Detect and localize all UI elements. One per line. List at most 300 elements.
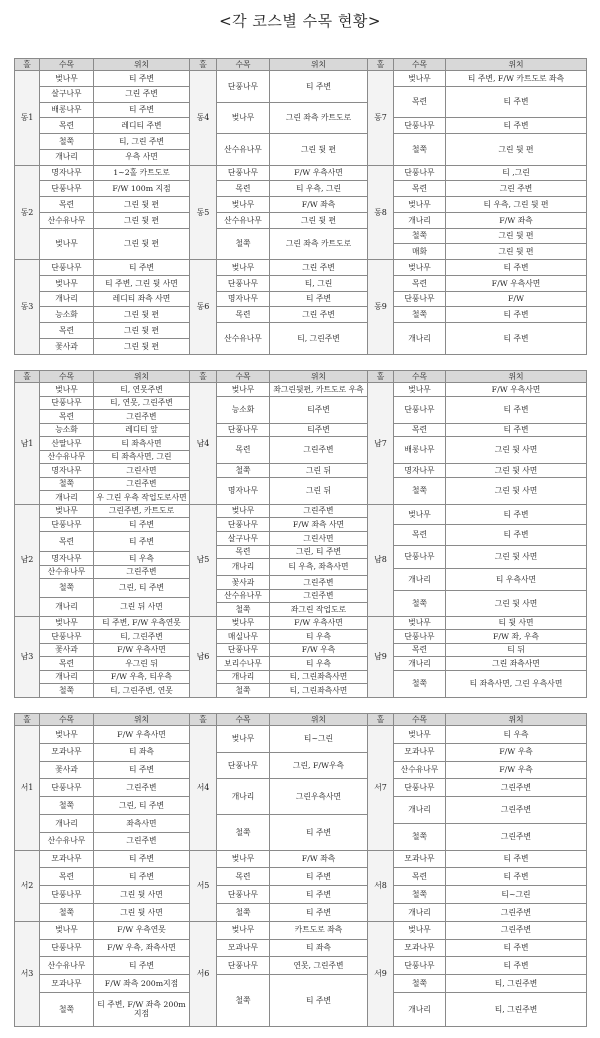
tree-name-cell: 철쭉 <box>40 477 94 491</box>
tree-location-cell: 그린 좌측 카트도로 <box>270 228 368 260</box>
tree-name-cell: 단풍나무 <box>394 396 446 423</box>
tree-location-cell: 티 ,그린 <box>446 165 587 181</box>
tree-name-cell: 단풍나무 <box>40 396 94 410</box>
tree-location-cell: 티 주변 <box>94 71 190 87</box>
tree-location-cell: 티 주변 <box>446 396 587 423</box>
tree-name-cell: 벚나무 <box>394 726 446 744</box>
tree-name-cell: 벚나무 <box>217 197 270 213</box>
tree-name-cell: 단풍나무 <box>40 630 94 644</box>
tree-location-cell: 그린, 티 주변 <box>94 797 190 815</box>
tree-location-cell: 티 우측 <box>446 726 587 744</box>
col-header-location: 위치 <box>270 371 368 383</box>
tree-name-cell: 벚나무 <box>40 616 94 630</box>
tree-name-cell: 명자나무 <box>40 552 94 566</box>
hole-label: 동5 <box>190 165 217 260</box>
tree-location-cell: 티, 그린주변 <box>446 975 587 993</box>
tree-location-cell: 티 주변 <box>94 761 190 779</box>
tree-name-cell: 개나리 <box>40 597 94 616</box>
tree-name-cell: 꽃사과 <box>40 643 94 657</box>
tree-location-cell: 그린 뒷 편 <box>94 197 190 213</box>
tree-name-cell: 꽃사과 <box>217 575 270 589</box>
table-row <box>15 886 587 904</box>
tree-name-cell: 산수유나무 <box>40 212 94 228</box>
south-course-table <box>14 370 587 698</box>
tree-name-cell: 명자나무 <box>394 464 446 478</box>
tree-name-cell: 벚나무 <box>394 383 446 397</box>
col-header-tree: 수목 <box>394 714 446 726</box>
tree-name-cell: 모과나무 <box>394 939 446 957</box>
tree-name-cell: 철쭉 <box>217 603 270 617</box>
tree-name-cell: 능소화 <box>217 396 270 423</box>
tree-name-cell: 철쭉 <box>394 477 446 504</box>
tree-name-cell: 단풍나무 <box>40 886 94 904</box>
tree-name-cell: 철쭉 <box>217 684 270 698</box>
hole-label: 남7 <box>368 383 394 505</box>
tree-location-cell: 그린 뒷 사면 <box>446 477 587 504</box>
tree-location-cell: 티, 그린주변 <box>446 992 587 1026</box>
col-header-location: 위치 <box>94 714 190 726</box>
tree-name-cell: 개나리 <box>217 559 270 576</box>
tree-name-cell: 개나리 <box>394 903 446 921</box>
tree-name-cell: 모과나무 <box>40 850 94 868</box>
col-header-location: 위치 <box>270 714 368 726</box>
tree-location-cell: 그린 좌측사면 <box>446 657 587 671</box>
tree-name-cell: 명자나무 <box>40 464 94 478</box>
hole-label: 남3 <box>15 616 40 697</box>
tree-location-cell: 그린우측사면 <box>270 779 368 815</box>
tree-name-cell: 개나리 <box>394 323 446 355</box>
tree-name-cell: 매실나무 <box>217 630 270 644</box>
tree-name-cell: 단풍나무 <box>394 291 446 307</box>
tree-name-cell: 단풍나무 <box>40 518 94 532</box>
tree-name-cell: 개나리 <box>40 291 94 307</box>
tree-name-cell: 산수유나무 <box>40 565 94 579</box>
tree-location-cell: 그린 뒤 사면 <box>94 597 190 616</box>
tree-name-cell: 벚나무 <box>217 383 270 397</box>
tree-name-cell: 철쭉 <box>394 670 446 697</box>
tree-name-cell: 개나리 <box>40 491 94 505</box>
west-course-table <box>14 713 587 1027</box>
tree-name-cell: 목련 <box>40 868 94 886</box>
hole-label: 서9 <box>368 921 394 1026</box>
tree-location-cell: 그린 뒷 편 <box>446 228 587 244</box>
col-header-tree: 수목 <box>40 371 94 383</box>
tree-name-cell: 철쭉 <box>394 591 446 616</box>
tree-location-cell: 티 주변, 그린 뒷 사면 <box>94 275 190 291</box>
tree-name-cell: 산수유나무 <box>217 212 270 228</box>
tree-location-cell: 그린주변 <box>270 504 368 518</box>
tree-name-cell: 단풍나무 <box>394 165 446 181</box>
tree-location-cell: 티 주변 <box>446 423 587 437</box>
col-header-hole: 홀 <box>15 371 40 383</box>
tree-location-cell: 티 주변 <box>270 868 368 886</box>
hole-label: 서1 <box>15 726 40 851</box>
hole-label: 동2 <box>15 165 40 260</box>
tree-location-cell: 티 우측, 좌측사면 <box>270 559 368 576</box>
tree-location-cell: F/W 좌측 <box>270 197 368 213</box>
tree-location-cell: F/W 우측사면 <box>446 383 587 397</box>
tree-location-cell: 그린주변 <box>94 832 190 850</box>
page-title: <각 코스별 수목 현황> <box>219 12 381 30</box>
tree-name-cell: 철쭉 <box>40 992 94 1026</box>
tree-name-cell: 개나리 <box>394 212 446 228</box>
col-header-hole: 홀 <box>368 714 394 726</box>
tree-location-cell: 티 좌측사면, 그린 <box>94 450 190 464</box>
tree-name-cell: 산수유나무 <box>40 957 94 975</box>
tree-location-cell: 티 주변 <box>446 307 587 323</box>
tree-name-cell: 목련 <box>394 868 446 886</box>
tree-name-cell: 배롱나무 <box>394 437 446 464</box>
table-row <box>15 850 587 868</box>
tree-name-cell: 벚나무 <box>217 726 270 753</box>
tree-location-cell: 티 주변 <box>446 260 587 276</box>
tree-location-cell: 그린주변 <box>94 779 190 797</box>
tree-location-cell: F/W 100m 지점 <box>94 181 190 197</box>
tree-name-cell: 단풍나무 <box>394 957 446 975</box>
tree-location-cell: 좌그린뒷편, 카트도로 우측 <box>270 383 368 397</box>
tree-name-cell: 벚나무 <box>217 616 270 630</box>
tree-name-cell: 산수유나무 <box>217 323 270 355</box>
tree-location-cell: 그린 뒷 편 <box>94 307 190 323</box>
tree-name-cell: 능소화 <box>40 423 94 437</box>
tree-name-cell: 꽃사과 <box>40 339 94 355</box>
tree-location-cell: 티~그린 <box>446 886 587 904</box>
hole-label: 서6 <box>190 921 217 1026</box>
tree-name-cell: 개나리 <box>40 670 94 684</box>
tree-location-cell: 레디티 주변 <box>94 118 190 134</box>
col-header-location: 위치 <box>446 714 587 726</box>
tree-name-cell: 목련 <box>394 525 446 545</box>
tree-name-cell: 목련 <box>394 643 446 657</box>
tree-location-cell: 티 주변 <box>446 868 587 886</box>
tree-location-cell: 그린주변 <box>446 779 587 797</box>
tree-name-cell: 목련 <box>40 532 94 552</box>
tree-location-cell: 그린주변 <box>270 437 368 464</box>
tree-location-cell: F/W 좌측 <box>270 850 368 868</box>
tree-name-cell: 벚나무 <box>217 260 270 276</box>
tree-location-cell: 티 주변 <box>446 323 587 355</box>
tree-name-cell: 단풍나무 <box>217 518 270 532</box>
tree-location-cell: 티, 그린주변 <box>94 630 190 644</box>
hole-label: 남8 <box>368 504 394 616</box>
tree-name-cell: 벚나무 <box>40 726 94 744</box>
tree-name-cell: 산수유나무 <box>40 450 94 464</box>
tree-location-cell: 티 주변 <box>270 71 368 103</box>
tree-location-cell: 그린, 티 주변 <box>270 545 368 559</box>
tree-name-cell: 모과나무 <box>40 743 94 761</box>
tree-name-cell: 개나리 <box>394 797 446 824</box>
tree-name-cell: 철쭉 <box>217 814 270 850</box>
tree-name-cell: 철쭉 <box>217 975 270 1027</box>
tree-name-cell: 목련 <box>217 181 270 197</box>
tree-name-cell: 모과나무 <box>394 743 446 761</box>
tree-location-cell: 그린주변 <box>270 589 368 603</box>
tree-location-cell: 티 주변 <box>94 957 190 975</box>
tree-location-cell: 그린 뒷 편 <box>94 323 190 339</box>
tree-name-cell: 산수유나무 <box>217 589 270 603</box>
tree-location-cell: 그린주변 <box>446 921 587 939</box>
tree-name-cell: 목련 <box>217 437 270 464</box>
tree-name-cell: 철쭉 <box>40 684 94 698</box>
tree-location-cell: F/W 우측 <box>446 761 587 779</box>
tree-name-cell: 목련 <box>40 118 94 134</box>
hole-label: 남4 <box>190 383 217 505</box>
tree-name-cell: 목련 <box>217 868 270 886</box>
tree-location-cell: 티 주변 <box>94 102 190 118</box>
tree-location-cell: 티, 그린 <box>270 275 368 291</box>
tree-location-cell: F/W 좌측 <box>446 212 587 228</box>
col-header-hole: 홀 <box>190 371 217 383</box>
tree-location-cell: 우그린 뒤 <box>94 657 190 671</box>
tree-name-cell: 개나리 <box>217 670 270 684</box>
hole-label: 서4 <box>190 726 217 851</box>
tree-name-cell: 목련 <box>217 545 270 559</box>
col-header-tree: 수목 <box>394 371 446 383</box>
tree-name-cell: 벚나무 <box>394 921 446 939</box>
col-header-hole: 홀 <box>15 714 40 726</box>
col-header-tree: 수목 <box>217 371 270 383</box>
tree-location-cell: 티 우측 <box>270 630 368 644</box>
tree-name-cell: 모과나무 <box>217 939 270 957</box>
tree-location-cell: 그린 뒷 사면 <box>446 464 587 478</box>
hole-label: 동9 <box>368 260 394 355</box>
tree-location-cell: 티 우측, 그린 <box>270 181 368 197</box>
tree-name-cell: 철쭉 <box>40 797 94 815</box>
hole-label: 남6 <box>190 616 217 697</box>
tree-location-cell: 그린사면 <box>270 532 368 546</box>
col-header-hole: 홀 <box>15 59 40 71</box>
tree-name-cell: 벚나무 <box>40 383 94 397</box>
tree-name-cell: 모과나무 <box>40 975 94 993</box>
tree-name-cell: 벚나무 <box>40 71 94 87</box>
tree-location-cell: 그린 뒤 <box>270 477 368 504</box>
tree-name-cell: 단풍나무 <box>394 630 446 644</box>
tree-location-cell: F/W 좌측 사면 <box>270 518 368 532</box>
tree-name-cell: 목련 <box>394 423 446 437</box>
tree-location-cell: 그린주변 <box>94 565 190 579</box>
tree-location-cell: 티 주변, F/W 좌측 200m지점 <box>94 992 190 1026</box>
tree-location-cell: 티 주변 <box>94 850 190 868</box>
tree-location-cell: 티, 그린 주변 <box>94 134 190 150</box>
tree-name-cell: 꽃사과 <box>40 761 94 779</box>
tree-name-cell: 벚나무 <box>394 260 446 276</box>
col-header-tree: 수목 <box>217 714 270 726</box>
tree-location-cell: 티 좌측사면, 그린 우측사면 <box>446 670 587 697</box>
tree-location-cell: 티 주변 <box>270 814 368 850</box>
tree-location-cell: 티 주변 <box>270 886 368 904</box>
tree-name-cell: 단풍나무 <box>40 779 94 797</box>
tree-name-cell: 벚나무 <box>217 504 270 518</box>
tree-location-cell: 티 뒤 <box>446 643 587 657</box>
tree-location-cell: 티 주변 <box>446 850 587 868</box>
tree-location-cell: 티 주변 <box>446 86 587 118</box>
tree-name-cell: 목련 <box>394 275 446 291</box>
tree-location-cell: 그린 뒤 <box>270 464 368 478</box>
tree-name-cell: 벚나무 <box>394 616 446 630</box>
tree-name-cell: 배롱나무 <box>40 102 94 118</box>
tree-location-cell: 그린 뒷 사면 <box>446 591 587 616</box>
col-header-hole: 홀 <box>368 371 394 383</box>
hole-label: 동3 <box>15 260 40 355</box>
tree-name-cell: 목련 <box>394 181 446 197</box>
hole-label: 남1 <box>15 383 40 505</box>
tree-location-cell: 티, 연못, 그린주변 <box>94 396 190 410</box>
tree-name-cell: 벚나무 <box>217 850 270 868</box>
tree-name-cell: 개나리 <box>40 814 94 832</box>
tree-location-cell: F/W 좌, 우측 <box>446 630 587 644</box>
tree-location-cell: F/W 우측, 좌측사면 <box>94 939 190 957</box>
tree-name-cell: 철쭉 <box>217 228 270 260</box>
tree-name-cell: 벚나무 <box>217 102 270 134</box>
tree-location-cell: 그린 뒷 편 <box>270 212 368 228</box>
tree-location-cell: 티 뒷 사면 <box>446 616 587 630</box>
tree-name-cell: 모과나무 <box>394 850 446 868</box>
hole-label: 동4 <box>190 71 217 166</box>
tree-name-cell: 단풍나무 <box>217 886 270 904</box>
col-header-location: 위치 <box>270 59 368 71</box>
col-header-hole: 홀 <box>190 59 217 71</box>
col-header-tree: 수목 <box>217 59 270 71</box>
tree-location-cell: 티 주변 <box>270 903 368 921</box>
tree-location-cell: 티, 그린좌측사면 <box>270 684 368 698</box>
tree-location-cell: 그린 뒷 편 <box>446 134 587 166</box>
tree-name-cell: 산딸나무 <box>40 437 94 451</box>
tree-location-cell: 티 좌측 <box>270 939 368 957</box>
tree-location-cell: 좌측사면 <box>94 814 190 832</box>
tree-location-cell: 그린 뒷 사면 <box>94 903 190 921</box>
hole-label: 동7 <box>368 71 394 166</box>
col-header-tree: 수목 <box>40 714 94 726</box>
tree-name-cell: 산수유나무 <box>40 832 94 850</box>
tree-name-cell: 철쭉 <box>394 823 446 850</box>
tree-name-cell: 목련 <box>394 86 446 118</box>
col-header-hole: 홀 <box>190 714 217 726</box>
tree-name-cell: 명자나무 <box>40 165 94 181</box>
tree-name-cell: 산수유나무 <box>394 761 446 779</box>
tree-name-cell: 단풍나무 <box>217 71 270 103</box>
tree-location-cell: 그린 주변 <box>94 86 190 102</box>
tree-location-cell: 티 주변 <box>446 525 587 545</box>
tree-location-cell: 그린주변 <box>446 823 587 850</box>
tree-location-cell: 그린사면 <box>94 464 190 478</box>
tree-name-cell: 능소화 <box>40 307 94 323</box>
tree-name-cell: 철쭉 <box>217 464 270 478</box>
tree-name-cell: 철쭉 <box>394 134 446 166</box>
tree-location-cell: 티 좌측사면 <box>94 437 190 451</box>
tree-name-cell: 명자나무 <box>217 291 270 307</box>
tree-name-cell: 목련 <box>40 197 94 213</box>
tree-name-cell: 단풍나무 <box>217 165 270 181</box>
tree-location-cell: 그린 뒷 편 <box>94 228 190 260</box>
tree-location-cell: F/W 우측, 티우측 <box>94 670 190 684</box>
tree-name-cell: 살구나무 <box>40 86 94 102</box>
tree-location-cell: 그린주변 <box>446 797 587 824</box>
hole-label: 동8 <box>368 165 394 260</box>
tree-name-cell: 개나리 <box>217 779 270 815</box>
tree-location-cell: F/W 우측사면 <box>270 165 368 181</box>
tree-location-cell: 그린 뒷 사면 <box>446 437 587 464</box>
tree-location-cell: 티, 그린주변, 연못 <box>94 684 190 698</box>
tree-name-cell: 개나리 <box>40 149 94 165</box>
tree-name-cell: 벚나무 <box>394 71 446 87</box>
table-row <box>15 903 587 921</box>
tree-name-cell: 단풍나무 <box>217 275 270 291</box>
tree-location-cell: F/W 우측연못 <box>94 921 190 939</box>
tree-location-cell: 티 주변 <box>270 975 368 1027</box>
tree-name-cell: 철쭉 <box>394 307 446 323</box>
hole-label: 서8 <box>368 850 394 921</box>
tree-location-cell: 티~그린 <box>270 726 368 753</box>
tree-location-cell: 티 우측, 그린 뒷 편 <box>446 197 587 213</box>
tree-location-cell: 카트도로 좌측 <box>270 921 368 939</box>
tree-name-cell: 목련 <box>217 307 270 323</box>
tree-name-cell: 단풍나무 <box>217 423 270 437</box>
tree-name-cell: 개나리 <box>394 992 446 1026</box>
east-course-table <box>14 58 587 355</box>
tree-name-cell: 철쭉 <box>40 134 94 150</box>
tree-location-cell: 그린, F/W우측 <box>270 752 368 779</box>
col-header-location: 위치 <box>94 371 190 383</box>
tree-name-cell: 벚나무 <box>40 921 94 939</box>
tree-location-cell: 티 우측사면 <box>446 569 587 591</box>
tree-location-cell: 티 주변 <box>446 939 587 957</box>
tree-name-cell: 철쭉 <box>40 903 94 921</box>
col-header-location: 위치 <box>446 59 587 71</box>
hole-label: 서7 <box>368 726 394 851</box>
tree-location-cell: F/W 우측사면 <box>270 616 368 630</box>
tree-location-cell: 티 주변, F/W 카트도로 좌측 <box>446 71 587 87</box>
table-row <box>15 868 587 886</box>
tree-location-cell: F/W 우측사면 <box>94 726 190 744</box>
tree-location-cell: 티 주변 <box>94 868 190 886</box>
tree-location-cell: 레디티 좌측 사면 <box>94 291 190 307</box>
tree-location-cell: 그린, 티 주변 <box>94 579 190 598</box>
col-header-tree: 수목 <box>394 59 446 71</box>
tree-name-cell: 단풍나무 <box>394 118 446 134</box>
tree-location-cell: 그린주변 <box>446 903 587 921</box>
tree-name-cell: 산수유나무 <box>217 134 270 166</box>
tree-name-cell: 살구나무 <box>217 532 270 546</box>
hole-label: 서2 <box>15 850 40 921</box>
tree-location-cell: 그린 뒷 편 <box>446 244 587 260</box>
tree-name-cell: 단풍나무 <box>40 181 94 197</box>
tree-location-cell: F/W 우측 <box>270 643 368 657</box>
tree-name-cell: 매화 <box>394 244 446 260</box>
tree-location-cell: 그린 주변 <box>270 307 368 323</box>
tree-location-cell: 티, 그린주변 <box>270 323 368 355</box>
tree-location-cell: 티주변 <box>270 423 368 437</box>
tree-name-cell: 목련 <box>40 657 94 671</box>
tree-name-cell: 단풍나무 <box>40 939 94 957</box>
hole-label: 서3 <box>15 921 40 1026</box>
tree-name-cell: 단풍나무 <box>217 957 270 975</box>
tree-location-cell: 그린주변, 카트도로 <box>94 504 190 518</box>
tree-location-cell: 그린 뒷 편 <box>270 134 368 166</box>
tree-name-cell: 보리수나무 <box>217 657 270 671</box>
tree-name-cell: 철쭉 <box>394 975 446 993</box>
hole-label: 동6 <box>190 260 217 355</box>
tree-location-cell: 티, 그린좌측사면 <box>270 670 368 684</box>
tree-location-cell: F/W 우측 <box>446 743 587 761</box>
tree-location-cell: 티 좌측 <box>94 743 190 761</box>
col-header-location: 위치 <box>94 59 190 71</box>
col-header-location: 위치 <box>446 371 587 383</box>
tree-name-cell: 단풍나무 <box>394 779 446 797</box>
tree-location-cell: 그린주변 <box>94 477 190 491</box>
tree-name-cell: 벚나무 <box>40 228 94 260</box>
tree-name-cell: 철쭉 <box>217 903 270 921</box>
tree-location-cell: 좌그린 작업도로 <box>270 603 368 617</box>
